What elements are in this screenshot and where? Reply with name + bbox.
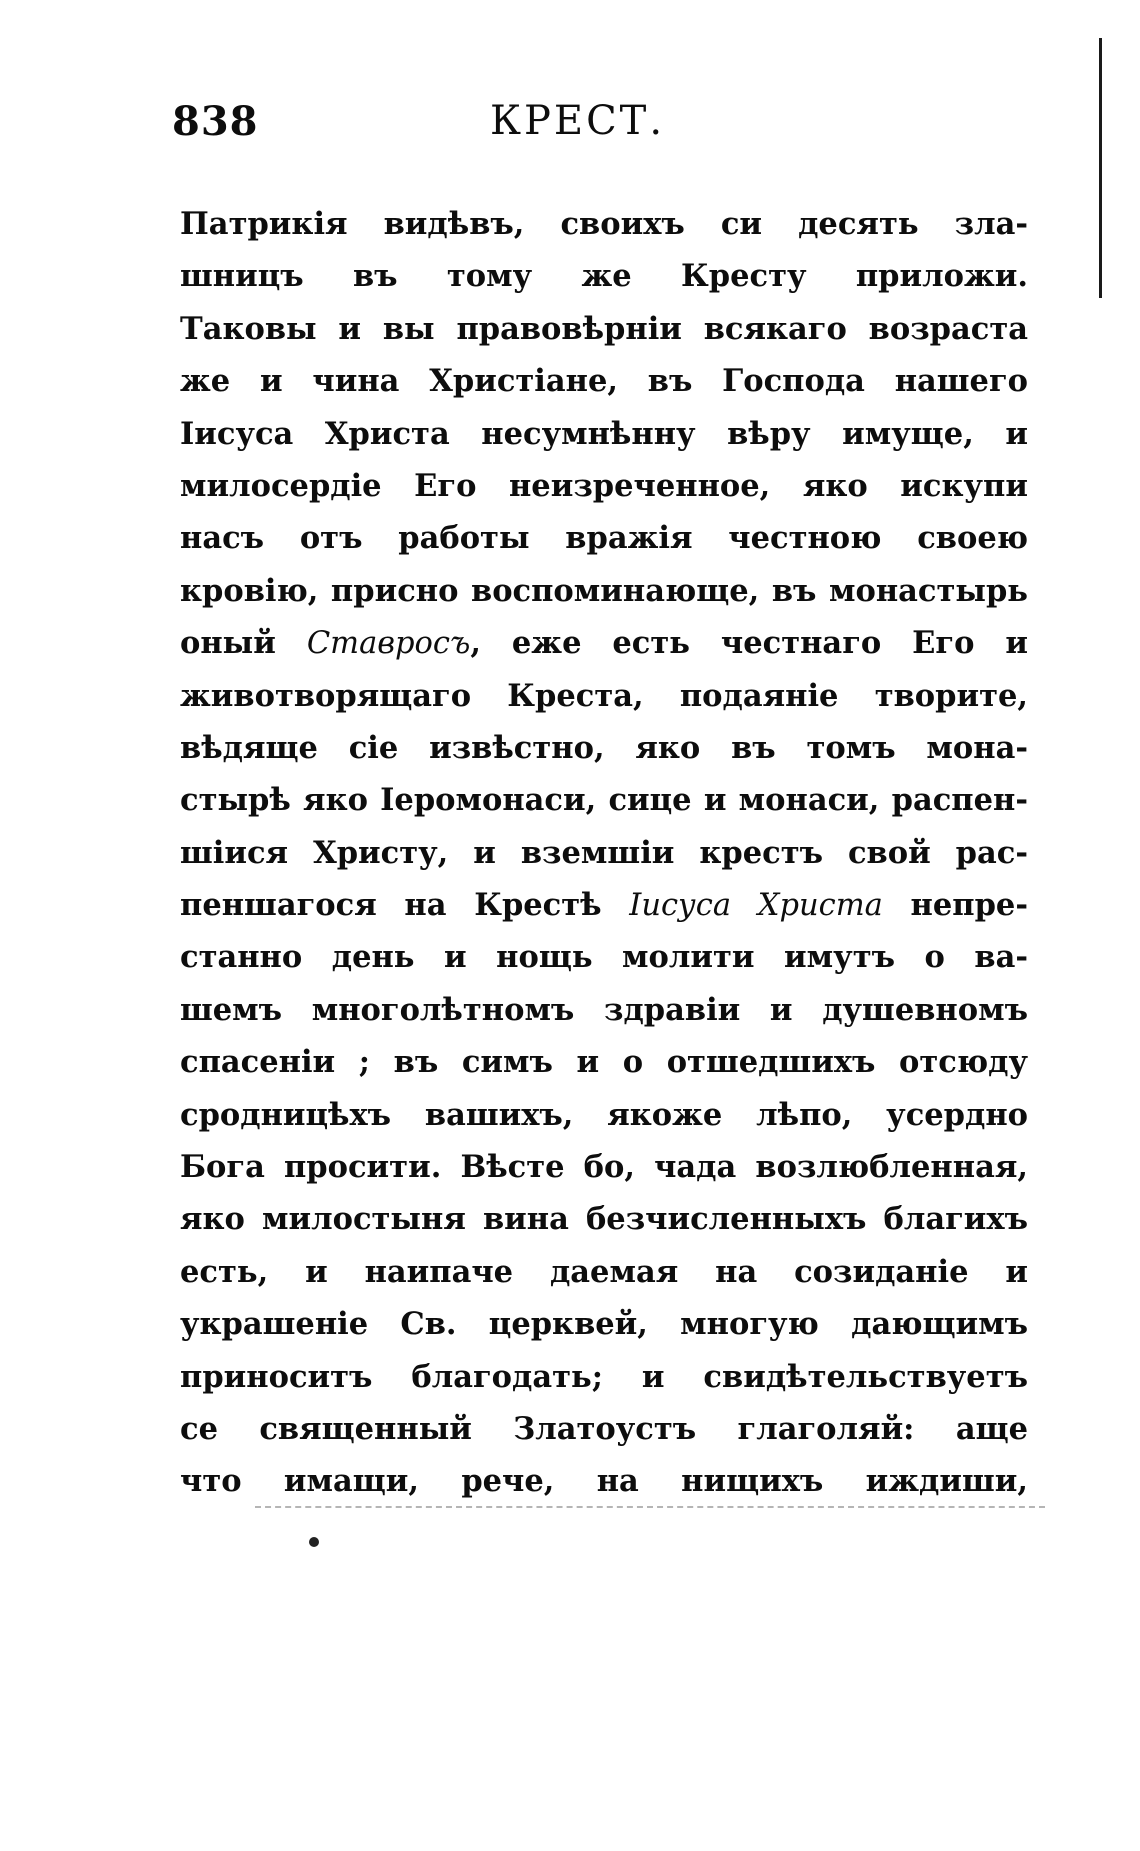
ink-dot xyxy=(309,1537,319,1547)
page-number: 838 xyxy=(172,98,259,145)
text-line: пеншагося на Крестѣ Іисуса Христа непре- xyxy=(180,887,1028,924)
text-line: стырѣ яко Іеромонаси, сице и монаси, распен- xyxy=(180,782,1028,819)
text-line: насъ отъ работы вражія честною своею xyxy=(180,520,1028,557)
text-line: Таковы и вы правовѣрніи всякаго возраста xyxy=(180,310,1028,347)
text-line: яко милостыня вина безчисленныхъ благихъ xyxy=(180,1201,1028,1238)
text-line: что имащи, рече, на нищихъ иждиши, xyxy=(180,1463,1028,1500)
text-line: кровію, присно воспоминающе, въ монастырь xyxy=(180,572,1028,609)
text-line: станно день и нощь молити имутъ о ва- xyxy=(180,939,1028,976)
text-line: есть, и наипаче даемая на созиданіе и xyxy=(180,1253,1028,1290)
text-line: шемъ многолѣтномъ здравіи и душевномъ xyxy=(180,991,1028,1028)
text-line: Іисуса Христа несумнѣнну вѣру имуще, и xyxy=(180,415,1028,452)
running-head: КРЕСТ. xyxy=(490,98,666,144)
text-line: спасеніи ; въ симъ и о отшедшихъ отсюду xyxy=(180,1044,1028,1081)
text-line: приноситъ благодать; и свидѣтельствуетъ xyxy=(180,1358,1028,1395)
italic-phrase: Ставросъ xyxy=(306,626,471,662)
text-line: се священный Златоустъ глаголяй: аще xyxy=(180,1410,1028,1447)
text-line: оный Ставросъ, еже есть честнаго Его и xyxy=(180,625,1028,662)
text-line: же и чина Христіане, въ Господа нашего xyxy=(180,363,1028,400)
body-text xyxy=(180,198,1028,1508)
text-line: сродницѣхъ вашихъ, якоже лѣпо, усердно xyxy=(180,1096,1028,1133)
page-edge-rule xyxy=(1099,38,1102,298)
bottom-rule xyxy=(255,1506,1045,1508)
text-line: милосердіе Его неизреченное, яко искупи xyxy=(180,467,1028,504)
italic-phrase: Іисуса Христа xyxy=(629,888,883,924)
text-line: Патрикія видѣвъ, своихъ си десять зла- xyxy=(180,206,1028,242)
text-line: шницъ въ тому же Кресту приложи. xyxy=(180,258,1028,295)
text-line: животворящаго Креста, подаяніе творите, xyxy=(180,677,1028,714)
text-line: Бога просити. Вѣсте бо, чада возлюбленная, xyxy=(180,1149,1028,1186)
text-line: вѣдяще сіе извѣстно, яко въ томъ мона- xyxy=(180,729,1028,766)
text-line: шіися Христу, и вземшіи крестъ свой рас- xyxy=(180,834,1028,871)
text-line: украшеніе Св. церквей, многую дающимъ xyxy=(180,1306,1028,1343)
